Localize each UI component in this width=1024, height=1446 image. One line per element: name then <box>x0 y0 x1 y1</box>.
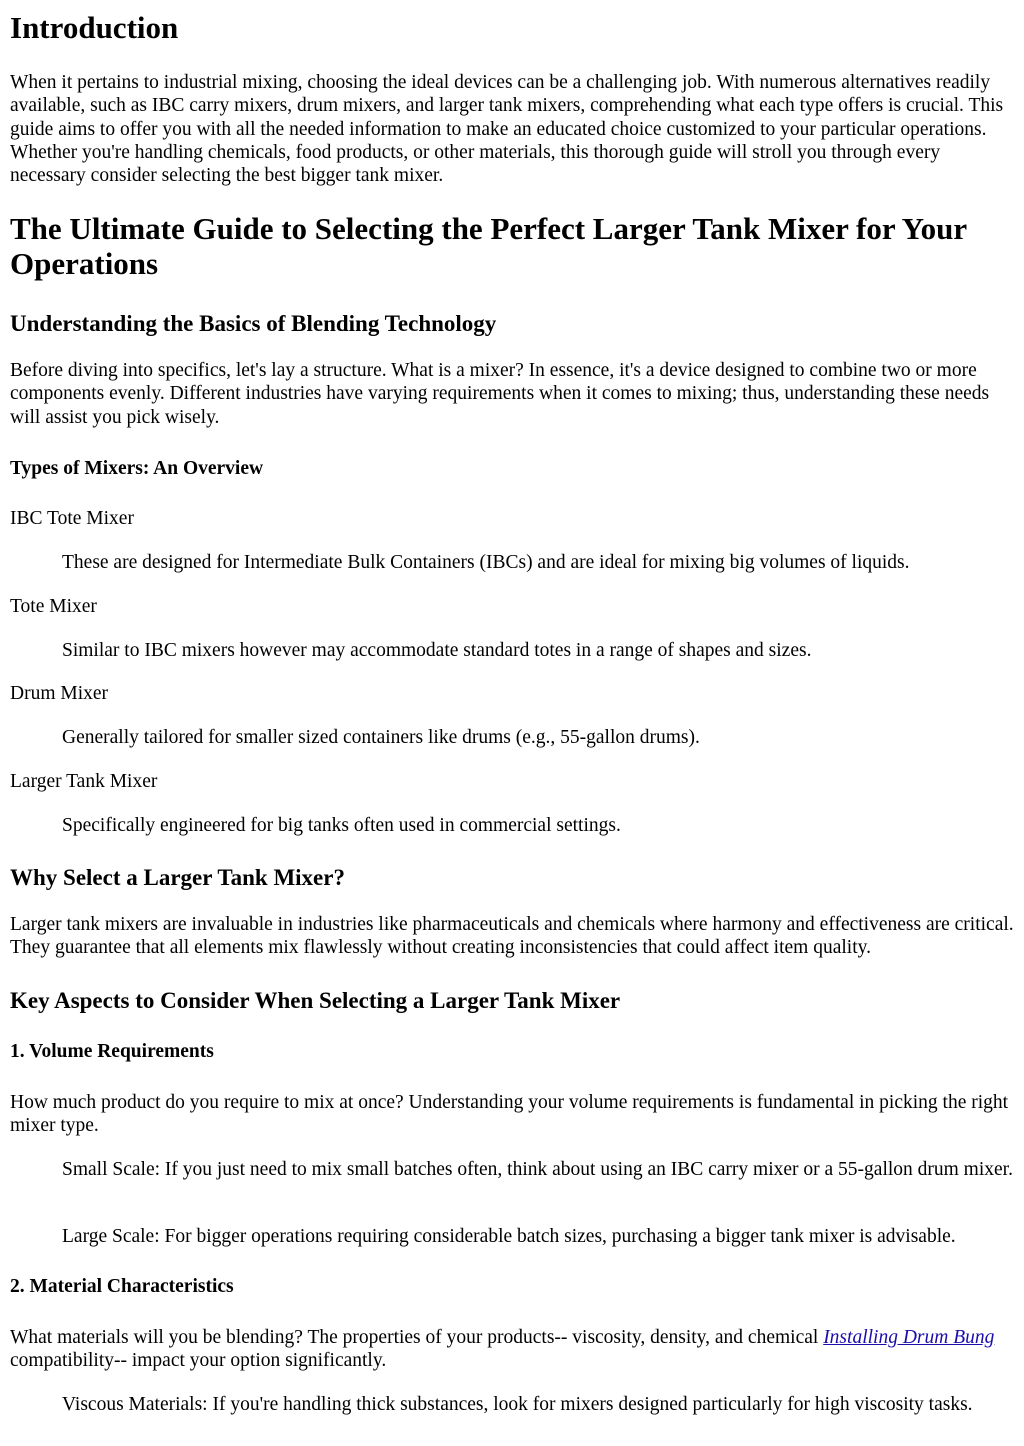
material-heading: 2. Material Characteristics <box>10 1276 234 1297</box>
intro-heading: Introduction <box>10 10 179 45</box>
mixer-type-term: Tote Mixer <box>10 596 97 617</box>
material-paragraph <box>10 1326 1014 1373</box>
material-paragraph-start: What materials will you be blending? The properties of your products-- viscosity, density, and chemical <box>10 1327 824 1348</box>
mixer-type-description: Specifically engineered for big tanks often used in commercial settings. <box>62 815 621 836</box>
mixer-type-description: These are designed for Intermediate Bulk Containers (IBCs) and are ideal for mixing big volumes of liquids. <box>62 552 910 573</box>
why-paragraph: Larger tank mixers are invaluable in industries like pharmaceuticals and chemicals where harmony and effectiveness are critical. They guarantee that all elements mix flawlessly without creating inconsistencies that could affect item quality. <box>10 914 1014 959</box>
basics-paragraph: Before diving into specifics, let's lay a structure. What is a mixer? In essence, it's a device designed to combine two or more components evenly. Different industries have varying requirements when it comes to mixing; thus, understanding these needs will assist you pick wisely. <box>10 360 990 428</box>
why-heading: Why Select a Larger Tank Mixer? <box>10 865 345 890</box>
volume-small-scale: Small Scale: If you just need to mix small batches often, think about using an IBC carry mixer or a 55-gallon drum mixer. <box>62 1159 1013 1180</box>
guide-title: The Ultimate Guide to Selecting the Perfect Larger Tank Mixer for Your Operations <box>10 211 967 281</box>
types-heading: Types of Mixers: An Overview <box>10 458 264 479</box>
mixer-type-term: Drum Mixer <box>10 683 109 704</box>
installing-drum-bung-link[interactable]: Installing Drum Bung <box>823 1327 995 1348</box>
key-aspects-heading: Key Aspects to Consider When Selecting a Larger Tank Mixer <box>10 988 621 1013</box>
mixer-type-term: Larger Tank Mixer <box>10 771 158 792</box>
volume-heading: 1. Volume Requirements <box>10 1041 214 1062</box>
mixer-type-description: Generally tailored for smaller sized containers like drums (e.g., 55-gallon drums). <box>62 727 700 748</box>
volume-paragraph: How much product do you require to mix at once? Understanding your volume requirements is fundamental in picking the right mixer type. <box>10 1092 1009 1137</box>
mixer-type-description: Similar to IBC mixers however may accommodate standard totes in a range of shapes and sizes. <box>62 640 812 661</box>
volume-large-scale: Large Scale: For bigger operations requiring considerable batch sizes, purchasing a bigger tank mixer is advisable. <box>62 1226 956 1247</box>
viscous-materials-note: Viscous Materials: If you're handling thick substances, look for mixers designed particularly for high viscosity tasks. <box>62 1394 973 1415</box>
material-paragraph-end: compatibility-- impact your option significantly. <box>10 1350 387 1372</box>
mixer-type-term: IBC Tote Mixer <box>10 508 134 529</box>
intro-paragraph: When it pertains to industrial mixing, choosing the ideal devices can be a challenging job. With numerous alternatives readily available, such as IBC carry mixers, drum mixers, and larger tank mixers, comprehending what each type offers is crucial. This guide aims to offer you with all the needed information to make an educated choice customized to your particular operations. Whether you're handling chemicals, food products, or other materials, this thorough guide will stroll you through every necessary consider selecting the best bigger tank mixer. <box>10 72 1004 187</box>
basics-heading: Understanding the Basics of Blending Technology <box>10 311 497 336</box>
